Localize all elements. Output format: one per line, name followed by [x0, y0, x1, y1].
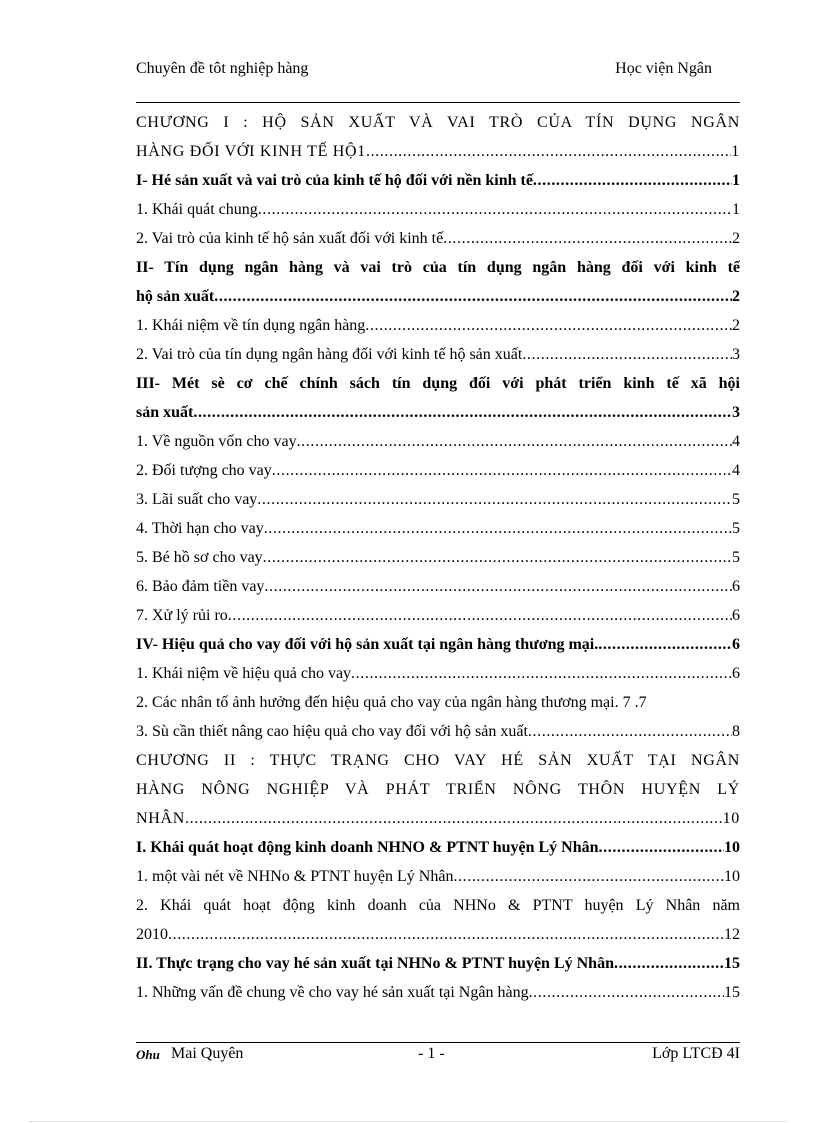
page-footer: [136, 1042, 740, 1073]
toc-leader: [528, 717, 732, 746]
toc-line: [136, 572, 740, 601]
author-signature: Ohu: [136, 1047, 160, 1062]
toc-text: 2. Các nhân tố ảnh hưởng đến hiệu quả cho vay của ngân hàng thương mại. 7 .7: [136, 694, 647, 711]
toc-leader: [257, 485, 732, 514]
toc-text: 1. Về nguồn vốn cho vay: [136, 433, 297, 450]
toc-line: [136, 485, 740, 514]
toc-leader: [443, 224, 732, 253]
toc-line: [136, 862, 740, 891]
toc-line: [136, 688, 740, 717]
toc-text: 1. Khái niệm về tín dụng ngân hàng: [136, 317, 366, 334]
toc-line: [136, 311, 740, 340]
toc-line: [136, 920, 740, 949]
table-of-contents: [136, 108, 740, 1007]
toc-text: 2010: [136, 926, 168, 943]
toc-page: 1: [732, 201, 740, 218]
toc-leader: [365, 311, 732, 340]
toc-leader: [263, 543, 732, 572]
toc-text: II- Tín dụng ngân hàng và vai trò của tín dụng ngân hàng đối với kinh tế: [136, 259, 740, 276]
toc-text: III- Mét sè cơ chế chính sách tín dụng đối với phát triển kinh tế xã hội: [136, 375, 740, 392]
toc-text: 5. Bé hồ sơ cho vay: [136, 549, 263, 566]
toc-line: [136, 978, 740, 1007]
toc-page: 6: [732, 607, 740, 624]
toc-page: 6: [732, 578, 740, 595]
toc-leader: [366, 137, 731, 166]
toc-page: 4: [732, 433, 740, 450]
toc-line: [136, 369, 740, 398]
toc-text: 3. Lãi suất cho vay: [136, 491, 258, 508]
toc-page: 3: [732, 346, 740, 363]
toc-leader: [599, 833, 724, 862]
toc-page: 10: [722, 810, 740, 827]
toc-leader: [258, 195, 732, 224]
toc-page: 1: [731, 143, 740, 160]
toc-leader: [453, 862, 724, 891]
toc-text: 2. Đối tượng cho vay: [136, 462, 272, 479]
toc-leader: [264, 572, 732, 601]
toc-leader: [185, 804, 723, 833]
header-left: Chuyên đề tôt nghiệp hàng: [136, 60, 309, 77]
toc-leader: [598, 630, 732, 659]
toc-line: [136, 659, 740, 688]
toc-line: [136, 804, 740, 833]
toc-line: [136, 195, 740, 224]
toc-line: [136, 456, 740, 485]
toc-text: 2. Vai trò của tín dụng ngân hàng đối với kinh tế hộ sản xuất: [136, 346, 523, 363]
toc-text: II. Thực trạng cho vay hé sản xuất tại NHNo & PTNT huyện Lý Nhân: [136, 955, 614, 972]
class-label: Lớp LTCĐ 4I: [652, 1045, 740, 1062]
toc-page: 10: [724, 868, 740, 885]
toc-text: I. Khái quát hoạt động kinh doanh NHNO & PTNT huyện Lý Nhân: [136, 839, 599, 856]
toc-page: 2: [732, 230, 740, 247]
toc-line: [136, 949, 740, 978]
toc-line: [136, 340, 740, 369]
toc-leader: [351, 659, 732, 688]
toc-page: 15: [724, 984, 740, 1001]
toc-leader: [168, 920, 724, 949]
toc-leader: [272, 456, 732, 485]
toc-text: I- Hé sản xuất và vai trò của kinh tế hộ đối với nền kinh tế: [136, 172, 533, 189]
toc-page: 8: [732, 723, 740, 740]
toc-page: 2: [732, 288, 740, 305]
toc-page: 5: [732, 520, 740, 537]
toc-line: [136, 514, 740, 543]
toc-text: 1. Những vấn đề chung về cho vay hé sản xuất tại Ngân hàng: [136, 984, 529, 1001]
toc-page: 1: [732, 172, 740, 189]
toc-page: 15: [724, 955, 740, 972]
toc-line: [136, 427, 740, 456]
toc-leader: [297, 427, 732, 456]
toc-text: 1. một vài nét về NHNo & PTNT huyện Lý Nhân: [136, 868, 454, 885]
toc-text: 3. Sù cần thiết nâng cao hiệu quả cho vay đối với hộ sản xuất: [136, 723, 528, 740]
toc-page: 5: [732, 549, 740, 566]
toc-text: 1. Khái quát chung: [136, 201, 258, 218]
toc-line: [136, 601, 740, 630]
toc-line: [136, 108, 740, 137]
toc-text: HÀNG NÔNG NGHIỆP VÀ PHÁT TRIỂN NÔNG THÔN HUYỆN LÝ: [136, 781, 740, 798]
toc-line: [136, 137, 740, 166]
toc-text: 7. Xử lý rủi ro: [136, 607, 228, 624]
toc-text: 1. Khái niệm về hiệu quả cho vay: [136, 665, 352, 682]
toc-line: [136, 746, 740, 775]
toc-line: [136, 224, 740, 253]
toc-leader: [264, 514, 732, 543]
toc-line: [136, 891, 740, 920]
toc-text: hộ sản xuất: [136, 288, 215, 305]
toc-text: CHƯƠNG I : HỘ SẢN XUẤT VÀ VAI TRÒ CỦA TÍN DỤNG NGÂN: [136, 114, 740, 131]
toc-page: 10: [724, 839, 740, 856]
toc-line: [136, 717, 740, 746]
toc-leader: [614, 949, 724, 978]
toc-leader: [214, 282, 732, 311]
toc-leader: [228, 601, 732, 630]
toc-text: IV- Hiệu quả cho vay đối với hộ sản xuất tại ngân hàng thương mại.: [136, 636, 599, 653]
toc-page: 4: [732, 462, 740, 479]
toc-page: 6: [732, 665, 740, 682]
toc-text: 6. Bảo đảm tiền vay: [136, 578, 265, 595]
toc-text: 4. Thời hạn cho vay: [136, 520, 264, 537]
toc-leader: [193, 398, 732, 427]
toc-page: 2: [732, 317, 740, 334]
page-number: - 1 -: [418, 1045, 445, 1062]
toc-line: [136, 833, 740, 862]
toc-text: 2. Khái quát hoạt động kinh doanh của NHNo & PTNT huyện Lý Nhân năm: [136, 897, 740, 914]
toc-page: 12: [724, 926, 740, 943]
toc-line: [136, 282, 740, 311]
toc-line: [136, 775, 740, 804]
toc-leader: [522, 340, 732, 369]
toc-text: sản xuất: [136, 404, 194, 421]
toc-page: 3: [732, 404, 740, 421]
author-name: Mai Quyên: [171, 1045, 244, 1062]
toc-line: [136, 253, 740, 282]
toc-text: HÀNG ĐỐI VỚI KINH TẾ HỘ1: [136, 143, 366, 160]
toc-page: 6: [732, 636, 740, 653]
toc-line: [136, 166, 740, 195]
toc-line: [136, 543, 740, 572]
toc-text: 2. Vai trò của kinh tế hộ sản xuất đối với kinh tế: [136, 230, 444, 247]
toc-text: CHƯƠNG II : THỰC TRẠNG CHO VAY HÉ SẢN XUẤT TẠI NGÂN: [136, 752, 740, 769]
toc-text: NHÂN: [136, 810, 186, 827]
header-right: Học viện Ngân: [615, 60, 712, 77]
toc-leader: [533, 166, 732, 195]
page-header: [136, 58, 740, 103]
toc-leader: [529, 978, 724, 1007]
toc-line: [136, 630, 740, 659]
page-edge-divider: [30, 1121, 786, 1122]
toc-line: [136, 398, 740, 427]
toc-page: 5: [732, 491, 740, 508]
